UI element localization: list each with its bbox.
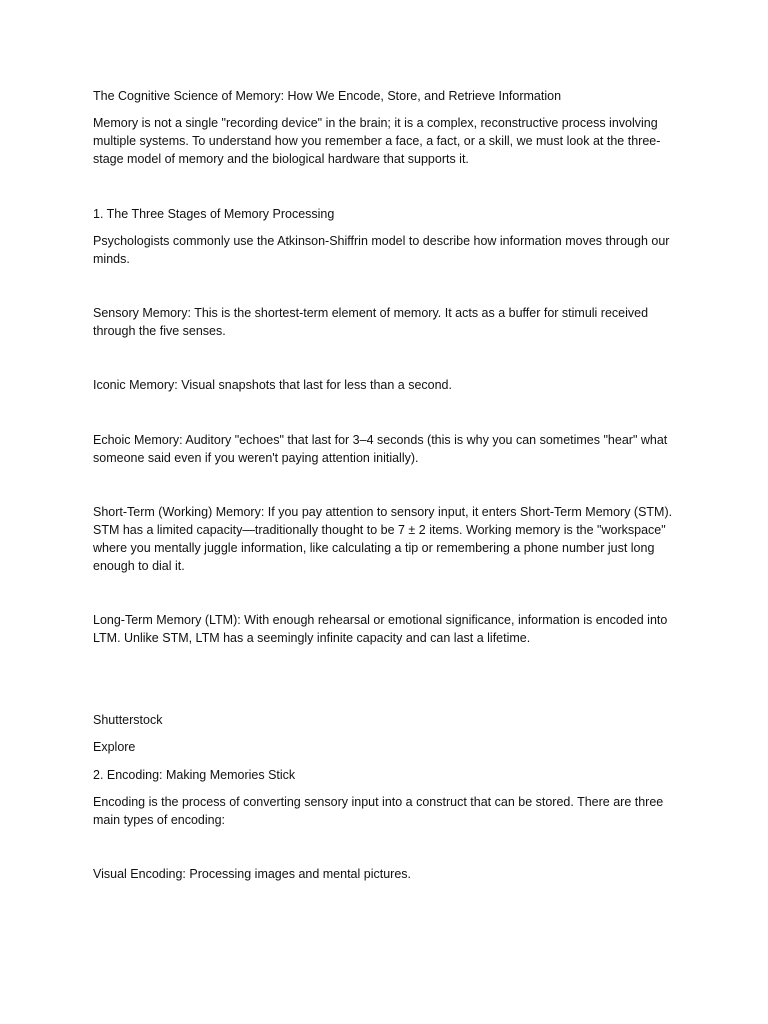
document-title: The Cognitive Science of Memory: How We Encode, Store, and Retrieve Information — [93, 89, 562, 103]
short-term-memory-paragraph: Short-Term (Working) Memory: If you pay attention to sensory input, it enters Short-Term Memory (STM). STM has a limited capacity—traditionally thought to be 7 ± 2 items. Working memory is the "workspace" where you mentally juggle information, like calculating a tip or remembering a phone number just long enough to dial it. — [93, 505, 673, 573]
intro-paragraph: Memory is not a single "recording device" in the brain; it is a complex, reconstructive process involving multiple systems. To understand how you remember a face, a fact, or a skill, we must look at the three-stage model of memory and the biological hardware that supports it. — [93, 116, 661, 166]
section-1-intro: Psychologists commonly use the Atkinson-Shiffrin model to describe how information moves through our minds. — [93, 234, 670, 266]
section-1-heading: 1. The Three Stages of Memory Processing — [93, 207, 335, 221]
image-credit: Shutterstock — [93, 713, 163, 727]
echoic-memory-paragraph: Echoic Memory: Auditory "echoes" that last for 3–4 seconds (this is why you can sometimes "hear" what someone said even if you weren't paying attention initially). — [93, 433, 668, 465]
long-term-memory-paragraph: Long-Term Memory (LTM): With enough rehearsal or emotional significance, information is encoded into LTM. Unlike STM, LTM has a seemingly infinite capacity and can last a lifetime. — [93, 613, 668, 645]
sensory-memory-paragraph: Sensory Memory: This is the shortest-term element of memory. It acts as a buffer for stimuli received through the five senses. — [93, 306, 649, 338]
visual-encoding-paragraph: Visual Encoding: Processing images and mental pictures. — [93, 867, 411, 881]
section-2-intro: Encoding is the process of converting sensory input into a construct that can be stored. There are three main types of encoding: — [93, 795, 664, 827]
iconic-memory-paragraph: Iconic Memory: Visual snapshots that last for less than a second. — [93, 378, 452, 392]
explore-link[interactable]: Explore — [93, 740, 136, 754]
section-2-heading: 2. Encoding: Making Memories Stick — [93, 768, 296, 782]
